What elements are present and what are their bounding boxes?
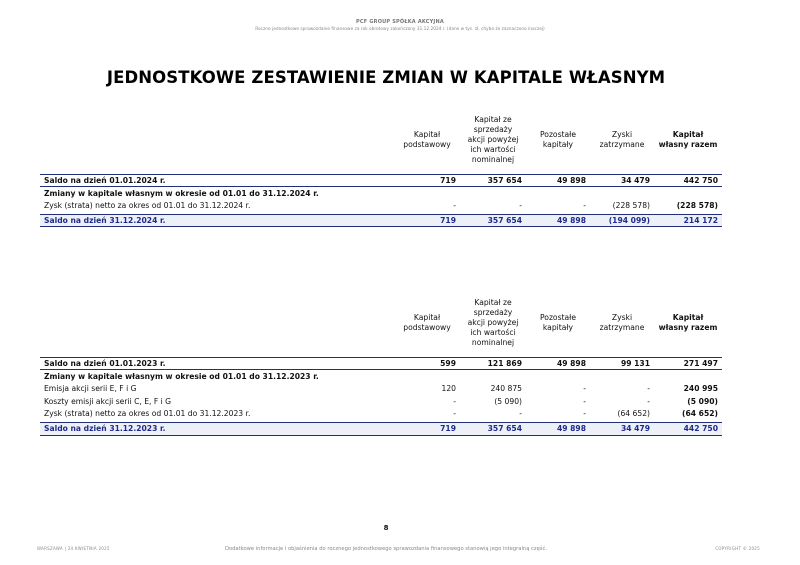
cell: - xyxy=(519,409,522,419)
cell: 442 750 xyxy=(654,422,722,435)
cell: 49 898 xyxy=(526,174,590,187)
cell: - xyxy=(647,396,650,406)
page-title: JEDNOSTKOWE ZESTAWIENIE ZMIAN W KAPITALE WŁASNYM xyxy=(106,68,666,87)
cell: 120 xyxy=(441,383,456,393)
cell: 357 654 xyxy=(460,174,526,187)
row-label: Saldo na dzień 31.12.2023 r. xyxy=(40,422,394,435)
page-number: 8 xyxy=(383,524,389,532)
cell: - xyxy=(453,200,456,210)
column-header-share-premium: Kapitał ze sprzedaży akcji powyżej ich wartości nominalnej xyxy=(467,297,519,347)
table-row xyxy=(40,407,722,420)
cell: 719 xyxy=(394,174,460,187)
cell: - xyxy=(583,396,586,406)
column-header-total-equity: Kapitał własny razem xyxy=(658,129,718,149)
cell: 357 654 xyxy=(460,422,526,435)
section-heading: Zmiany w kapitale własnym w okresie od 01.01 do 31.12.2024 r. xyxy=(44,188,319,198)
cell: 34 479 xyxy=(590,174,654,187)
cell: 99 131 xyxy=(590,357,654,370)
closing-balance-row xyxy=(40,422,722,435)
section-heading: Zmiany w kapitale własnym w okresie od 01.01 do 31.12.2023 r. xyxy=(44,371,319,381)
row-label: Emisja akcji serii E, F i G xyxy=(44,383,137,393)
table-row xyxy=(40,382,722,395)
section-heading-row xyxy=(40,370,722,383)
cell: 49 898 xyxy=(526,357,590,370)
column-header-retained-earnings: Zyski zatrzymane xyxy=(599,312,645,332)
cell: (228 578) xyxy=(612,200,650,210)
equity-changes-table-2024 xyxy=(40,110,722,227)
cell: 357 654 xyxy=(460,214,526,227)
footer-location-date: WARSZAWA | 24 KWIETNIA 2025 xyxy=(37,546,110,551)
cell: - xyxy=(583,409,586,419)
cell: 271 497 xyxy=(654,357,722,370)
cell: - xyxy=(583,200,586,210)
table-row xyxy=(40,199,722,212)
opening-balance-row xyxy=(40,357,722,370)
cell: (194 099) xyxy=(590,214,654,227)
cell: 121 869 xyxy=(460,357,526,370)
cell: 49 898 xyxy=(526,422,590,435)
row-label: Zysk (strata) netto za okres od 01.01 do 31.12.2024 r. xyxy=(44,200,251,210)
column-header-share-premium: Kapitał ze sprzedaży akcji powyżej ich wartości nominalnej xyxy=(467,114,519,164)
row-label: Saldo na dzień 01.01.2024 r. xyxy=(40,174,394,187)
table-header-row xyxy=(40,110,722,174)
cell: 34 479 xyxy=(590,422,654,435)
column-header-retained-earnings: Zyski zatrzymane xyxy=(599,129,645,149)
cell: 599 xyxy=(394,357,460,370)
equity-changes-table-2023 xyxy=(40,293,722,436)
column-header-other-capital: Pozostałe kapitały xyxy=(539,312,576,332)
footer-copyright: COPYRIGHT © 2025 xyxy=(715,546,760,551)
cell: 442 750 xyxy=(654,174,722,187)
row-label: Saldo na dzień 31.12.2024 r. xyxy=(40,214,394,227)
company-name: PCF GROUP SPÓŁKA AKCYJNA xyxy=(356,19,444,25)
opening-balance-row xyxy=(40,174,722,187)
column-header-share-capital: Kapitał podstawowy xyxy=(403,129,451,149)
closing-balance-row xyxy=(40,214,722,227)
report-subtitle: Roczne jednostkowe sprawozdanie finansowe za rok obrotowy zakończony 31.12.2024 r. (dane w tys. zł, chyba że zaznaczono inaczej) xyxy=(255,27,545,32)
table-header-row xyxy=(40,293,722,357)
cell: 719 xyxy=(394,422,460,435)
cell: 240 995 xyxy=(683,383,718,393)
cell: 719 xyxy=(394,214,460,227)
cell: - xyxy=(453,396,456,406)
column-header-other-capital: Pozostałe kapitały xyxy=(539,129,576,149)
cell: 214 172 xyxy=(654,214,722,227)
cell: - xyxy=(519,200,522,210)
cell: - xyxy=(583,383,586,393)
footer-note: Dodatkowe informacje i objaśnienia do rocznego jednostkowego sprawozdania finansowego stanowią jego integralną część. xyxy=(224,546,548,552)
column-header-total-equity: Kapitał własny razem xyxy=(658,312,718,332)
cell: (228 578) xyxy=(676,200,718,210)
cell: - xyxy=(453,409,456,419)
row-label: Koszty emisji akcji serii C, E, F i G xyxy=(44,396,172,406)
cell: (5 090) xyxy=(494,396,522,406)
cell: (64 652) xyxy=(617,409,650,419)
cell: (64 652) xyxy=(681,409,718,419)
row-label: Saldo na dzień 01.01.2023 r. xyxy=(40,357,394,370)
cell: (5 090) xyxy=(687,396,718,406)
cell: 240 875 xyxy=(490,383,522,393)
column-header-share-capital: Kapitał podstawowy xyxy=(403,312,451,332)
cell: - xyxy=(647,383,650,393)
section-heading-row xyxy=(40,187,722,200)
table-row xyxy=(40,395,722,408)
cell: 49 898 xyxy=(526,214,590,227)
row-label: Zysk (strata) netto za okres od 01.01 do 31.12.2023 r. xyxy=(44,409,251,419)
